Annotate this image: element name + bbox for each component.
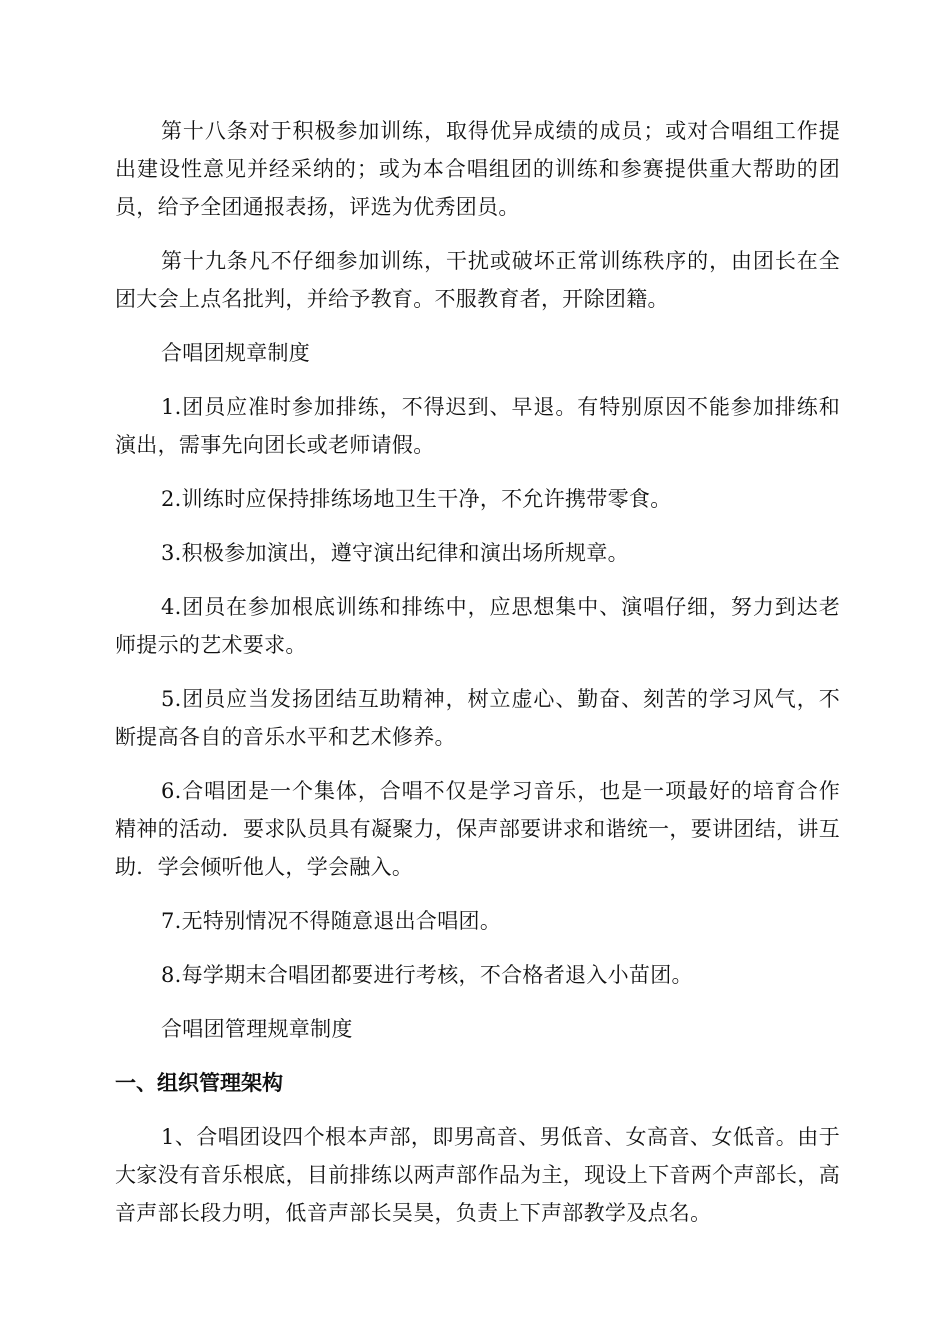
rule-item-1: 1.团员应准时参加排练，不得迟到、早退。有特别原因不能参加排练和演出，需事先向团长或老师请假。: [115, 395, 840, 457]
rule-item-2: 2.训练时应保持排练场地卫生干净，不允许携带零食。: [161, 487, 672, 511]
rule-item-4: 4.团员在参加根底训练和排练中，应思想集中、演唱仔细，努力到达老师提示的艺术要求。: [115, 595, 840, 657]
rule-item-6: 6.合唱团是一个集体，合唱不仅是学习音乐，也是一项最好的培育合作精神的活动．要求队员具有凝聚力，保声部要讲求和谐统一，要讲团结，讲互助．学会倾听他人，学会融入。: [115, 779, 840, 879]
section-title-management-rules: 合唱团管理规章制度: [161, 1017, 353, 1041]
paragraph-article-19: 第十九条凡不仔细参加训练，干扰或破坏正常训练秩序的，由团长在全团大会上点名批判，并给予教育。不服教育者，开除团籍。: [115, 249, 840, 311]
rule-item-3: 3.积极参加演出，遵守演出纪律和演出场所规章。: [161, 541, 629, 565]
document-body: [115, 112, 840, 1248]
section-title-choir-rules: 合唱团规章制度: [161, 341, 311, 365]
rule-item-7: 7.无特别情况不得随意退出合唱团。: [161, 909, 502, 933]
paragraph-voice-sections: 1、合唱团设四个根本声部，即男高音、男低音、女高音、女低音。由于大家没有音乐根底，目前排练以两声部作品为主，现设上下音两个声部长，高音声部长段力明，低音声部长吴昊，负责上下声部教学及点名。: [115, 1125, 840, 1225]
paragraph-article-18: 第十八条对于积极参加训练，取得优异成绩的成员；或对合唱组工作提出建设性意见并经采纳的；或为本合唱组团的训练和参赛提供重大帮助的团员，给予全团通报表扬，评选为优秀团员。: [115, 119, 840, 219]
rule-item-5: 5.团员应当发扬团结互助精神，树立虚心、勤奋、刻苦的学习风气，不断提高各自的音乐水平和艺术修养。: [115, 687, 840, 749]
rule-item-8: 8.每学期末合唱团都要进行考核，不合格者退入小苗团。: [161, 963, 693, 987]
heading-organization-structure: 一、组织管理架构: [115, 1071, 283, 1095]
